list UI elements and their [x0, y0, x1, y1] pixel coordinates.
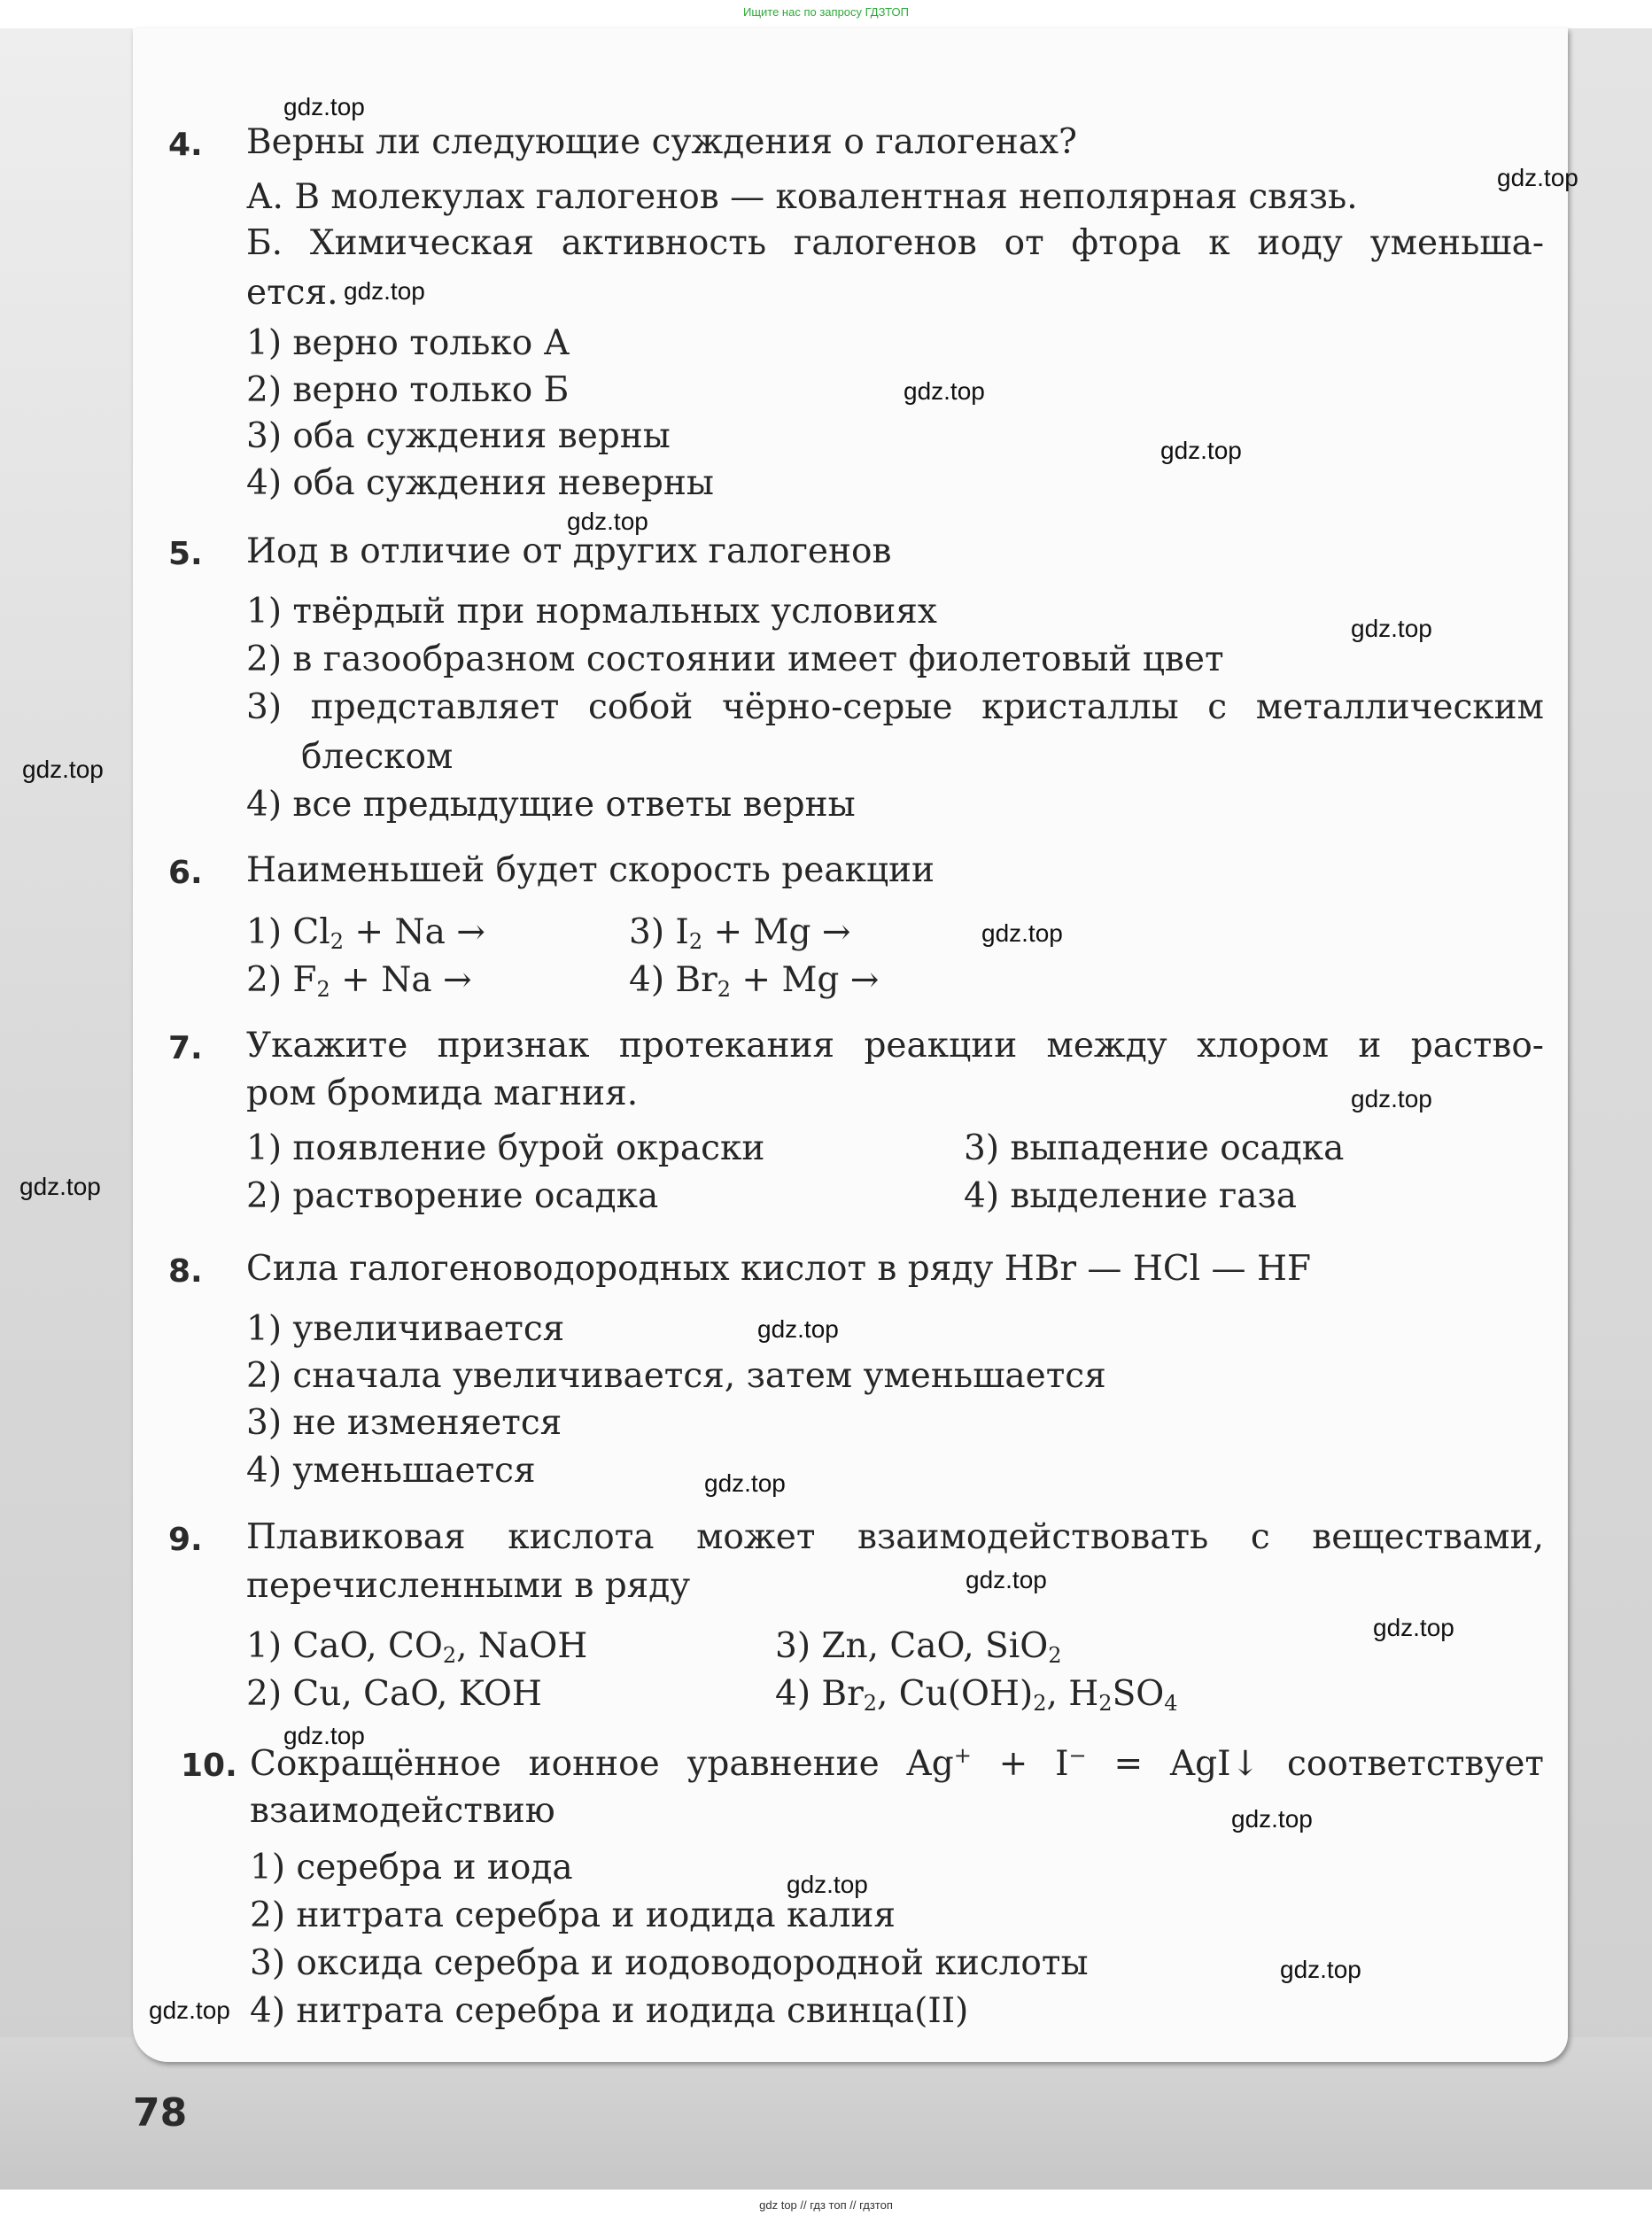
question-7-option-1: 1) появление бурой окраски — [246, 1128, 765, 1168]
background-right — [1559, 28, 1652, 2190]
question-7-number: 7. — [168, 1030, 203, 1066]
watermark: gdz.top — [567, 508, 648, 535]
question-9-option-2: 2) Cu, CaO, KOH — [246, 1674, 542, 1714]
bottom-banner: gdz top // гдз топ // гдзтоп — [759, 2198, 893, 2212]
question-6-option-1: 1) $Cl_2 + Na$ → — [246, 912, 485, 954]
question-6-number: 6. — [168, 855, 203, 891]
question-7-option-3: 3) выпадение осадка — [964, 1128, 1345, 1168]
question-9-option-3: 3) Zn, CaO, SiO$_2$ — [775, 1626, 1062, 1668]
watermark: gdz.top — [1351, 615, 1432, 642]
watermark: gdz.top — [283, 1722, 365, 1749]
question-5-text: Иод в отличие от других галогенов — [246, 531, 892, 571]
watermark: gdz.top — [283, 93, 365, 120]
question-8-option-4: 4) уменьшается — [246, 1451, 536, 1491]
question-8-option-1: 1) увеличивается — [246, 1309, 565, 1349]
question-10-text: Сокращённое ионное уравнение Ag+ + I− = AgI↓ соответствует — [250, 1743, 1544, 1784]
watermark: gdz.top — [149, 1996, 230, 2024]
watermark: gdz.top — [1280, 1956, 1361, 1983]
question-10-option-2: 2) нитрата серебра и иодида калия — [250, 1895, 896, 1935]
watermark: gdz.top — [1373, 1614, 1454, 1641]
question-8-number: 8. — [168, 1253, 203, 1290]
question-5-number: 5. — [168, 536, 203, 572]
question-5-option-3-cont: блеском — [301, 737, 454, 777]
page-number: 78 — [133, 2090, 188, 2136]
question-4-statement-b: Б. Химическая активность галогенов от фтора к иоду уменьша- — [246, 223, 1544, 263]
question-9-text-cont: перечисленными в ряду — [246, 1566, 691, 1606]
question-4-text: Верны ли следующие суждения о галогенах? — [246, 122, 1077, 162]
watermark: gdz.top — [757, 1315, 839, 1343]
question-6-option-4: 4) $Br_2 + Mg$ → — [629, 960, 880, 1002]
question-10-number: 10. — [181, 1748, 237, 1784]
question-4-number: 4. — [168, 127, 203, 163]
question-4-option-1: 1) верно только А — [246, 323, 570, 363]
watermark: gdz.top — [904, 377, 985, 405]
watermark: gdz.top — [22, 756, 104, 783]
watermark: gdz.top — [1351, 1085, 1432, 1112]
question-5-option-1: 1) твёрдый при нормальных условиях — [246, 592, 937, 632]
question-8-text: Сила галогеноводородных кислот в ряду HBr — HCl — HF — [246, 1249, 1312, 1289]
question-8-option-3: 3) не изменяется — [246, 1403, 562, 1443]
watermark: gdz.top — [704, 1469, 786, 1497]
question-5-option-4: 4) все предыдущие ответы верны — [246, 785, 856, 825]
question-10-option-4: 4) нитрата серебра и иодида свинца(II) — [250, 1991, 969, 2031]
question-8-option-2: 2) сначала увеличивается, затем уменьшается — [246, 1356, 1106, 1396]
question-10-option-3: 3) оксида серебра и иодоводородной кислоты — [250, 1943, 1089, 1983]
question-9-text: Плавиковая кислота может взаимодействовать с веществами, — [246, 1517, 1544, 1557]
question-7-option-2: 2) растворение осадка — [246, 1176, 659, 1216]
watermark: gdz.top — [787, 1871, 868, 1898]
question-9-number: 9. — [168, 1522, 203, 1558]
question-4-statement-b-cont: ется. — [246, 273, 338, 313]
question-4-statement-a: А. В молекулах галогенов — ковалентная неполярная связь. — [246, 177, 1358, 217]
watermark: gdz.top — [19, 1173, 101, 1200]
top-banner[interactable]: Ищите нас по запросу ГДЗТОП — [742, 5, 909, 19]
question-4-option-3: 3) оба суждения верны — [246, 416, 671, 456]
question-7-text-cont: ром бромида магния. — [246, 1074, 639, 1113]
question-7-text: Укажите признак протекания реакции между хлором и раство- — [246, 1026, 1544, 1066]
question-6-option-2: 2) $F_2 + Na$ → — [246, 960, 472, 1002]
watermark: gdz.top — [1160, 437, 1242, 464]
watermark: gdz.top — [981, 919, 1063, 947]
question-5-option-2: 2) в газообразном состоянии имеет фиолетовый цвет — [246, 640, 1224, 679]
watermark: gdz.top — [344, 277, 425, 305]
question-10-option-1: 1) серебра и иода — [250, 1848, 573, 1888]
question-10-text-cont: взаимодействию — [250, 1791, 555, 1831]
question-6-option-3: 3) $I_2 + Mg$ → — [629, 912, 851, 954]
background-left — [0, 28, 151, 2190]
question-6-text: Наименьшей будет скорость реакции — [246, 850, 935, 890]
question-4-option-4: 4) оба суждения неверны — [246, 463, 714, 503]
question-9-option-1: 1) CaO, $CO_2$, NaOH — [246, 1626, 588, 1668]
question-9-option-4: 4) $Br_2$, $Cu(OH)_2$, $H_2SO_4$ — [775, 1674, 1178, 1716]
watermark: gdz.top — [1497, 164, 1578, 191]
watermark: gdz.top — [1231, 1805, 1313, 1833]
watermark: gdz.top — [966, 1566, 1047, 1593]
question-4-option-2: 2) верно только Б — [246, 370, 570, 410]
question-7-option-4: 4) выделение газа — [964, 1176, 1298, 1216]
question-5-option-3: 3) представляет собой чёрно-серые кристаллы с металлическим — [246, 687, 1544, 727]
